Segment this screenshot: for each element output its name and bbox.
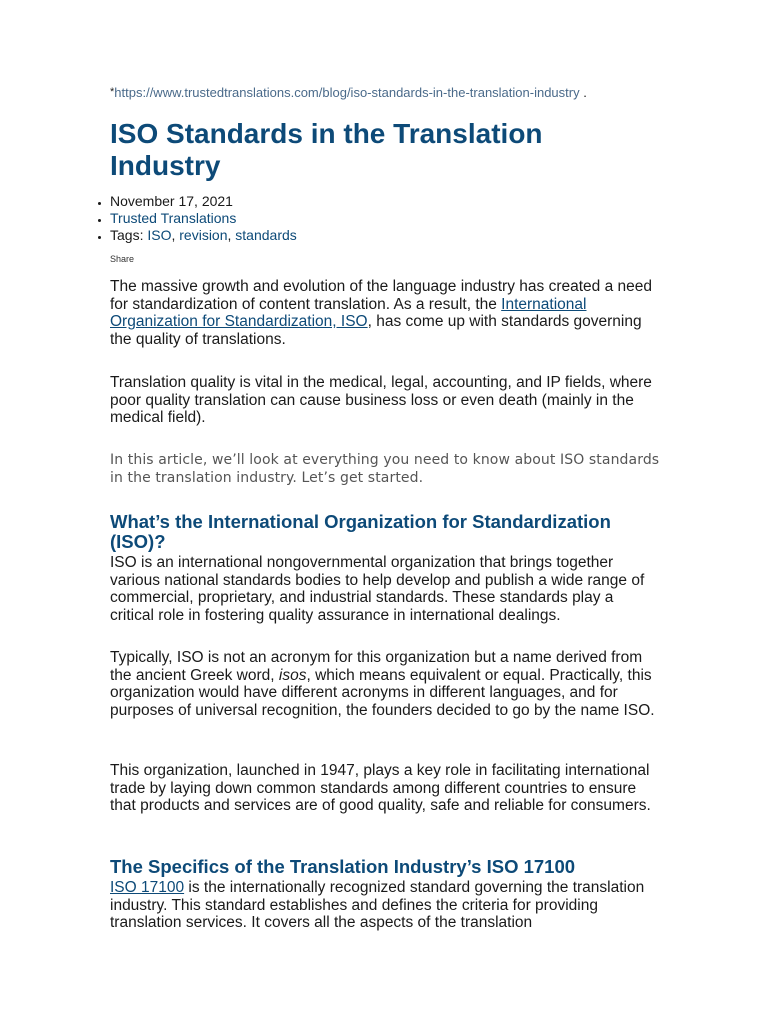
intro-p1-text-before: The massive growth and evolution of the language industry has created a need for standardization of content translation. As a result, the bbox=[110, 278, 652, 313]
author-link[interactable]: Trusted Translations bbox=[110, 210, 237, 226]
section2-paragraph-1 bbox=[110, 879, 660, 932]
meta-tags: • Tags: ISO, revision, standards bbox=[110, 227, 297, 244]
meta-author bbox=[110, 210, 297, 227]
section-heading-iso: What’s the International Organization for Standardization (ISO)? bbox=[110, 511, 611, 552]
footnote-star: * bbox=[110, 86, 115, 98]
source-url-suffix: . bbox=[579, 85, 587, 100]
tags-label: Tags: bbox=[110, 227, 148, 243]
isos-term: isos bbox=[278, 666, 307, 684]
iso-organization-link[interactable]: International Organization for Standardization, ISO bbox=[110, 295, 587, 330]
source-url-line bbox=[110, 85, 587, 100]
section-heading-iso-17100: The Specifics of the Translation Industry’s ISO 17100 bbox=[110, 856, 576, 877]
article-title: ISO Standards in the Translation Industry bbox=[110, 118, 543, 181]
intro-paragraph-1 bbox=[110, 278, 660, 348]
tag-link-revision[interactable]: revision bbox=[179, 227, 228, 243]
source-url-link[interactable]: https://www.trustedtranslations.com/blog/iso-standards-in-the-translation-industry bbox=[114, 85, 580, 100]
section1-paragraph-2 bbox=[110, 649, 660, 719]
tag-link-standards[interactable]: standards bbox=[235, 227, 297, 243]
section1-paragraph-1: ISO is an international nongovernmental organization that brings together various national standards bodies to help develop and publish a wide range of commercial, proprietary, and industrial standards. These standards play a critical role in fostering quality assurance in international dealings. bbox=[110, 554, 645, 624]
s1p2-text-after: , which means equivalent or equal. Practically, this organization would have different acronyms in different languages, and for purposes of universal recognition, the founders decided to go by the name ISO. bbox=[110, 666, 655, 719]
meta-date: • November 17, 2021 bbox=[110, 193, 297, 210]
share-button[interactable]: Share bbox=[110, 254, 135, 264]
intro-p1-text-after: , has come up with standards governing the quality of translations. bbox=[110, 313, 642, 348]
intro-paragraph-3: In this article, we’ll look at everything you need to know about ISO standards in the translation industry. Let’s get started. bbox=[110, 452, 660, 486]
s2p1-text-after: is the internationally recognized standard governing the translation industry. This standard establishes and defines the criteria for providing translation services. It covers all the aspects of the translation bbox=[110, 879, 645, 931]
tag-link-iso[interactable]: ISO bbox=[147, 227, 172, 243]
s1p2-text-before: Typically, ISO is not an acronym for this organization but a name derived from the ancient Greek word, bbox=[110, 649, 643, 684]
intro-paragraph-2: Translation quality is vital in the medical, legal, accounting, and IP fields, where poor quality translation can cause business loss or even death (mainly in the medical field). bbox=[110, 374, 652, 426]
section1-paragraph-3: This organization, launched in 1947, plays a key role in facilitating international trade by laying down common standards among different countries to ensure that products and services are of good quality, safe and reliable for consumers. bbox=[110, 762, 651, 814]
iso-17100-link[interactable]: ISO 17100 bbox=[110, 879, 185, 896]
article-meta-list bbox=[88, 193, 297, 244]
